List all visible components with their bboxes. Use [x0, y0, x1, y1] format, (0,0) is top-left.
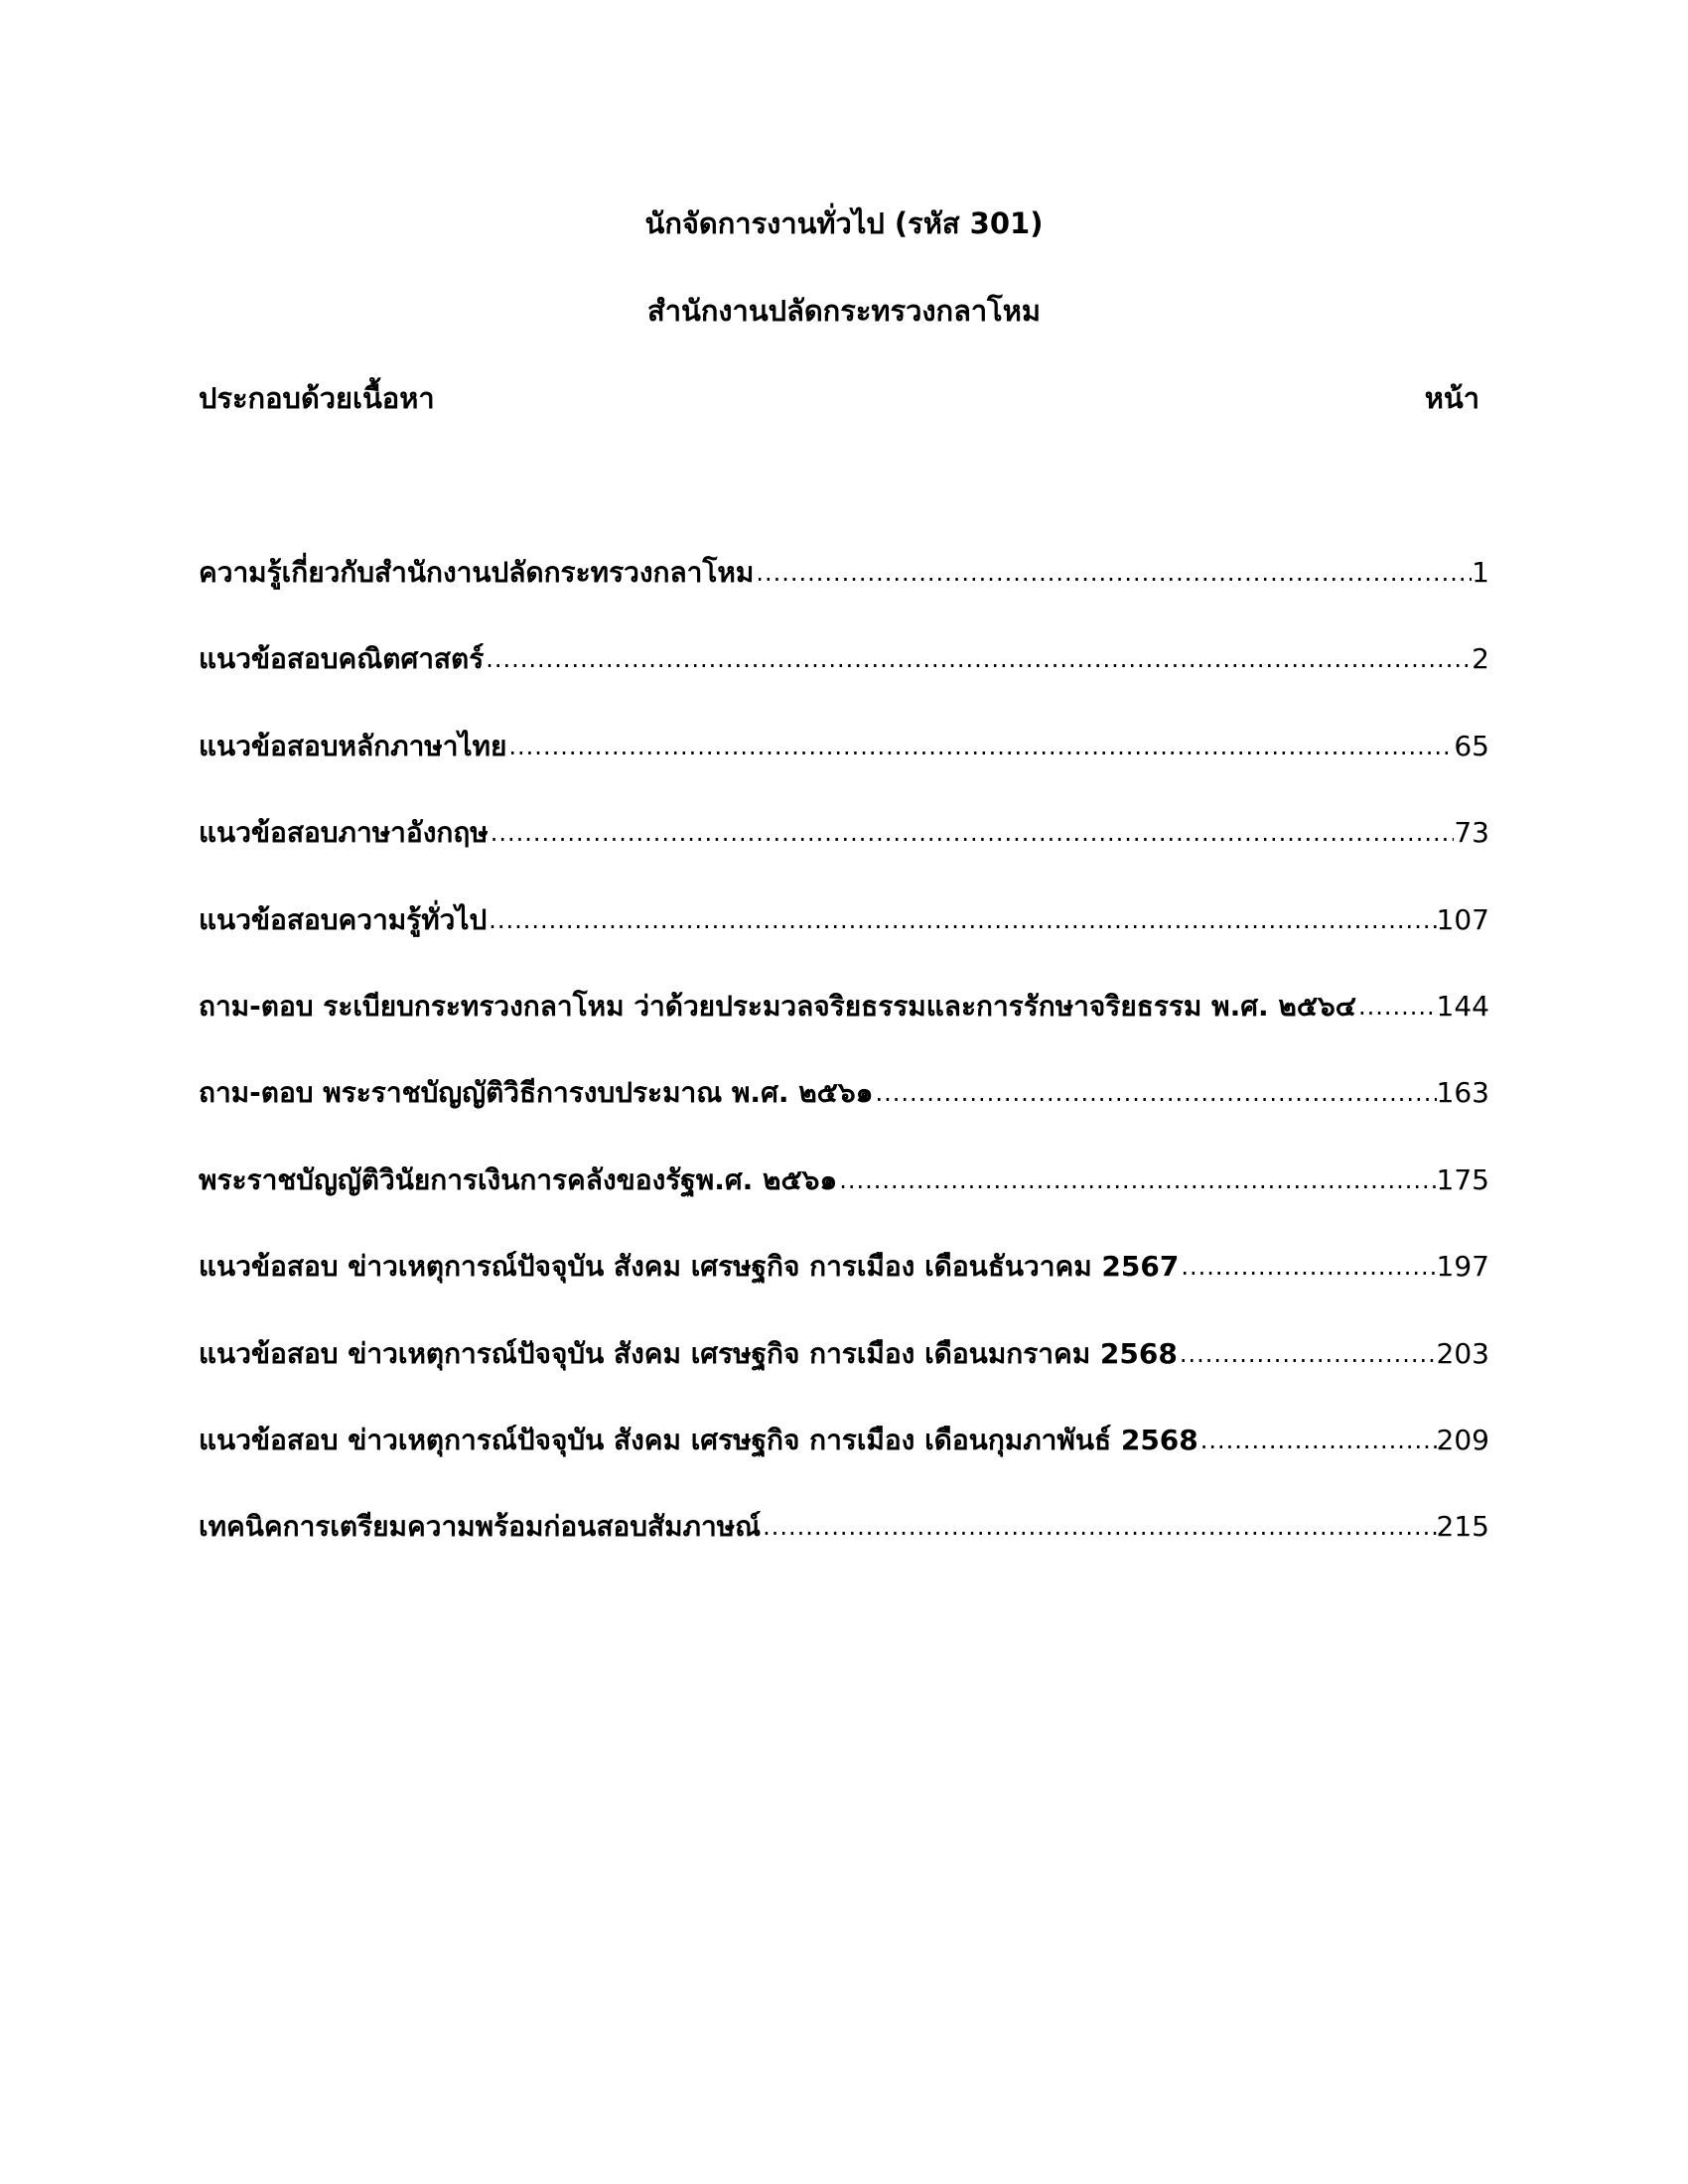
toc-entry [199, 1245, 1489, 1331]
dot-leader [506, 725, 1454, 768]
toc-entry-label: แนวข้อสอบความรู้ทั่วไป [199, 902, 488, 936]
toc-entry-label: เทคนิคการเตรียมความพร้อมก่อนสอบสัมภาษณ์ [199, 1510, 762, 1544]
dot-leader [1179, 1245, 1436, 1289]
dot-leader [873, 1071, 1436, 1115]
toc-entry [199, 985, 1489, 1071]
toc-entry [199, 551, 1489, 637]
toc-entry-label: แนวข้อสอบ ข่าวเหตุการณ์ปัจจุบัน สังคม เศรษฐกิจ การเมือง เดือนธันวาคม 2567 [199, 1250, 1180, 1284]
toc-entry [199, 725, 1489, 811]
toc-entry-page: 1 [1472, 556, 1489, 589]
contents-heading: ประกอบด้วยเนื้อหา [199, 381, 435, 415]
toc-entry [199, 1071, 1489, 1158]
page-column-heading: หน้า [1424, 381, 1479, 415]
toc-entry-page: 215 [1436, 1510, 1489, 1544]
toc-entry [199, 898, 1489, 985]
toc-entry-page: 209 [1436, 1423, 1489, 1456]
toc-entry [199, 1419, 1489, 1505]
toc-header [199, 378, 1479, 418]
document-title: นักจัดการงานทั่วไป (รหัส 301) [644, 206, 1044, 240]
toc-entry-label: แนวข้อสอบ ข่าวเหตุการณ์ปัจจุบัน สังคม เศรษฐกิจ การเมือง เดือนกุมภาพันธ์ 2568 [199, 1423, 1198, 1456]
toc-entry-label: ถาม-ตอบ ระเบียบกระทรวงกลาโหม ว่าด้วยประมวลจริยธรรมและการรักษาจริยธรรม พ.ศ. ๒๕๖๔ [199, 989, 1356, 1023]
toc-entry [199, 637, 1489, 724]
table-of-contents [199, 551, 1489, 1592]
document-subtitle: สำนักงานปลัดกระทรวงกลาโหม [647, 294, 1041, 328]
dot-leader [489, 811, 1455, 855]
dot-leader [487, 898, 1436, 942]
toc-entry-page: 203 [1436, 1336, 1489, 1370]
toc-entry-label: ถาม-ตอบ พระราชบัญญัติวิธีการงบประมาณ พ.ศ. ๒๕๖๑ [199, 1076, 874, 1110]
toc-entry [199, 1332, 1489, 1419]
dot-leader [484, 637, 1472, 681]
toc-entry-page: 197 [1436, 1250, 1489, 1284]
toc-entry-page: 73 [1454, 816, 1489, 850]
toc-entry [199, 1159, 1489, 1245]
dot-leader [1356, 985, 1437, 1028]
dot-leader [1178, 1332, 1437, 1376]
dot-leader [761, 1505, 1436, 1549]
toc-entry-page: 2 [1472, 642, 1489, 676]
toc-entry [199, 1505, 1489, 1591]
toc-entry-page: 144 [1436, 989, 1489, 1023]
toc-entry-label: ความรู้เกี่ยวกับสำนักงานปลัดกระทรวงกลาโหม [199, 556, 755, 589]
toc-entry-page: 107 [1436, 902, 1489, 936]
toc-entry-label: พระราชบัญญัติวินัยการเงินการคลังของรัฐพ.ศ. ๒๕๖๑ [199, 1162, 838, 1196]
toc-entry [199, 811, 1489, 897]
toc-entry-page: 65 [1454, 729, 1489, 762]
dot-leader [837, 1159, 1436, 1202]
toc-entry-label: แนวข้อสอบหลักภาษาไทย [199, 729, 507, 762]
toc-entry-label: แนวข้อสอบภาษาอังกฤษ [199, 816, 489, 850]
toc-entry-label: แนวข้อสอบคณิตศาสตร์ [199, 642, 485, 676]
toc-entry-label: แนวข้อสอบ ข่าวเหตุการณ์ปัจจุบัน สังคม เศรษฐกิจ การเมือง เดือนมกราคม 2568 [199, 1336, 1178, 1370]
dot-leader [1198, 1419, 1437, 1462]
toc-entry-page: 175 [1436, 1162, 1489, 1196]
dot-leader [754, 551, 1472, 595]
toc-entry-page: 163 [1436, 1076, 1489, 1110]
